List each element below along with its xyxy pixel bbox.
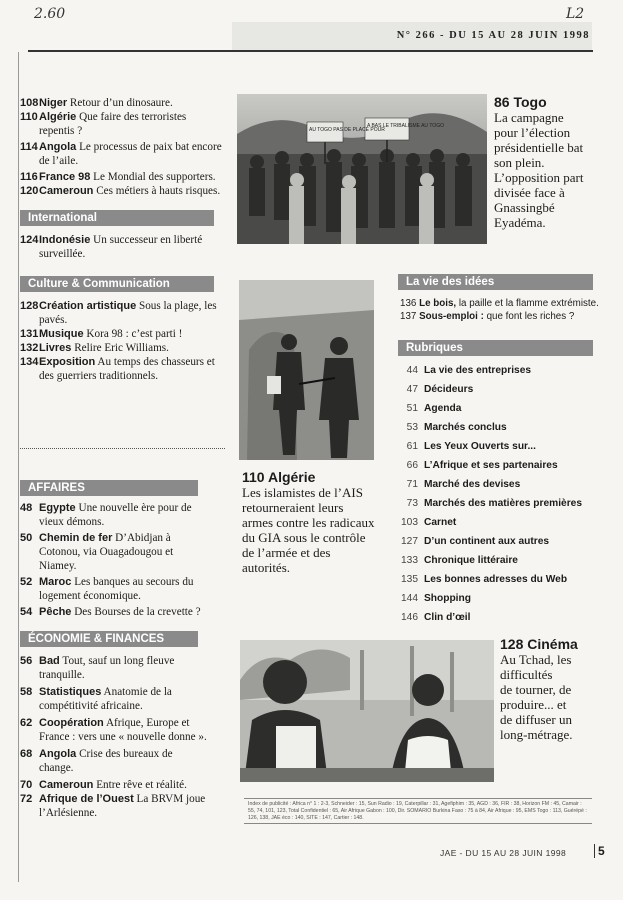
section-bar-vie-des-idees: La vie des idées bbox=[398, 274, 593, 290]
toc-item[interactable]: 120Cameroun Ces métiers à hauts risques. bbox=[20, 185, 221, 197]
toc-item[interactable]: 58 Statistiques Anatomie de la bbox=[20, 686, 172, 698]
rubrique-item[interactable]: 66 L’Afrique et ses partenaires bbox=[406, 460, 558, 471]
toc-item[interactable]: 136 Le bois, la paille et la flamme extrémiste. bbox=[400, 298, 599, 309]
placard-text-1: AU TOGO PAS DE PLACE POUR bbox=[309, 127, 385, 133]
algerie-caption-body: Les islamistes de l’AIS retourneraient leurs armes contre les radicaux du GIA sous le contrôle de l’armée et des autorités. bbox=[242, 485, 375, 575]
toc-item-continued: tranquille. bbox=[39, 669, 85, 681]
toc-culture-list bbox=[20, 299, 228, 383]
rubrique-item[interactable]: 135 Les bonnes adresses du Web bbox=[401, 574, 568, 585]
section-bar-affaires: AFFAIRES bbox=[20, 480, 198, 496]
toc-item[interactable]: 137 Sous-emploi : que font les riches ? bbox=[400, 311, 575, 322]
toc-item[interactable]: 110Algérie Que faire des terroristes bbox=[20, 111, 187, 123]
section-bar-rubriques: Rubriques bbox=[398, 340, 593, 356]
toc-item-continued: France : vers une « nouvelle donne ». bbox=[39, 731, 207, 743]
toc-item[interactable]: 54 Pêche Des Bourses de la crevette ? bbox=[20, 606, 201, 618]
rubrique-item[interactable]: 51 Agenda bbox=[406, 403, 462, 414]
rubrique-item[interactable]: 144 Shopping bbox=[401, 593, 471, 604]
toc-item[interactable]: 108Niger Retour d’un dinosaure. bbox=[20, 97, 173, 109]
toc-item[interactable]: 56 Bad Tout, sauf un long fleuve bbox=[20, 655, 175, 667]
toc-item-continued: des guerriers traditionnels. bbox=[39, 370, 158, 382]
toc-item[interactable]: 124Indonésie Un successeur en liberté bbox=[20, 234, 203, 246]
rubriques-list bbox=[396, 361, 596, 627]
algerie-caption-heading: 110 Algérie bbox=[242, 469, 316, 485]
toc-item-continued: Cotonou, via Ouagadougou et bbox=[39, 546, 174, 558]
rubrique-item[interactable]: 47 Décideurs bbox=[406, 384, 474, 395]
page-edge-rule bbox=[18, 52, 19, 882]
toc-affaires-list bbox=[20, 501, 228, 619]
section-bar-international: International bbox=[20, 210, 214, 226]
toc-item-continued: Niamey. bbox=[39, 560, 77, 572]
dotted-divider bbox=[20, 448, 225, 449]
toc-item-continued: de l’aile. bbox=[39, 155, 79, 167]
toc-item[interactable]: 70 Cameroun Entre rêve et réalité. bbox=[20, 779, 187, 791]
toc-item-continued: logement économique. bbox=[39, 590, 141, 602]
advertiser-index: Index de publicité : Africa n° 1 : 2-3, Schneider : 15, Sun Radio : 19, Caterpillar : 31, Agefiphim : 35, AGD : 36, FIR : 38, Horizon FM : 45, Camair : 55, 74, 101, 123, Total Confidentiel : 65, Air Afrique Gabon : 100, Dir. SOMARIO Burkina Faso : 75 à 84, Air Afrique : 95, EMS Togo : 113, Guérépé : 126, 138, JAE éco : 140, SITE : 147, Cartier : 148. bbox=[244, 798, 592, 824]
toc-item-continued: surveillée. bbox=[39, 248, 86, 260]
page-footer: JAE - DU 15 AU 28 JUIN 1998 bbox=[440, 848, 567, 858]
togo-rally-illustration bbox=[237, 94, 487, 244]
cinema-scene-illustration bbox=[240, 640, 494, 782]
section-bar-economie: ÉCONOMIE & FINANCES bbox=[20, 631, 198, 647]
toc-item-continued: repentis ? bbox=[39, 125, 83, 137]
toc-item[interactable]: 134Exposition Au temps des chasseurs et bbox=[20, 356, 215, 368]
toc-item[interactable]: 48 Egypte Une nouvelle ère pour de bbox=[20, 502, 192, 514]
toc-top-list bbox=[20, 96, 228, 198]
page-number: 5 bbox=[598, 844, 605, 858]
togo-caption-heading: 86 Togo bbox=[494, 94, 547, 110]
toc-item[interactable]: 68 Angola Crise des bureaux de bbox=[20, 748, 173, 760]
rubrique-item[interactable]: 44 La vie des entreprises bbox=[406, 365, 532, 376]
togo-caption-body: La campagne pour l’élection présidentielle bat son plein. L’opposition part divisée face à Gnassingbé Eyadéma. bbox=[494, 110, 584, 230]
rubrique-item[interactable]: 146 Clin d’œil bbox=[401, 612, 471, 623]
toc-item[interactable]: 116France 98 Le Mondial des supporters. bbox=[20, 171, 216, 183]
rubrique-item[interactable]: 71 Marché des devises bbox=[406, 479, 521, 490]
togo-caption[interactable] bbox=[494, 94, 604, 230]
rubrique-item[interactable]: 53 Marchés conclus bbox=[406, 422, 507, 433]
togo-rally-photo bbox=[237, 94, 487, 244]
placard-text-2: A BAS LE TRIBALISME AU TOGO bbox=[367, 123, 444, 129]
rubrique-item[interactable]: 103 Carnet bbox=[401, 517, 457, 528]
toc-item[interactable]: 50 Chemin de fer D’Abidjan à bbox=[20, 532, 171, 544]
algerie-fighters-illustration bbox=[239, 280, 374, 460]
cinema-caption-body: Au Tchad, les difficultés de tourner, de produire... et de diffuser un long-métrage. bbox=[500, 652, 573, 742]
toc-item[interactable]: 52 Maroc Les banques au secours du bbox=[20, 576, 194, 588]
footer-divider bbox=[594, 844, 595, 858]
section-bar-culture: Culture & Communication bbox=[20, 276, 214, 292]
vie-des-idees-list bbox=[400, 297, 600, 323]
handwritten-note-right: L2 bbox=[566, 6, 585, 22]
handwritten-note-left: 2.60 bbox=[34, 6, 66, 22]
toc-item[interactable]: 114Angola Le processus de paix bat encore bbox=[20, 141, 222, 153]
algerie-caption[interactable] bbox=[242, 469, 390, 575]
cinema-caption[interactable] bbox=[500, 636, 604, 742]
rubrique-item[interactable]: 61 Les Yeux Ouverts sur... bbox=[406, 441, 536, 452]
toc-item[interactable]: 128Création artistique Sous la plage, les bbox=[20, 300, 217, 312]
toc-item-continued: pavés. bbox=[39, 314, 68, 326]
cinema-photo bbox=[240, 640, 494, 782]
toc-item[interactable]: 132Livres Relire Eric Williams. bbox=[20, 342, 169, 354]
toc-item-continued: vieux démons. bbox=[39, 516, 105, 528]
cinema-caption-heading: 128 Cinéma bbox=[500, 636, 578, 652]
toc-item[interactable]: 131Musique Kora 98 : c’est parti ! bbox=[20, 328, 183, 340]
toc-economie-list bbox=[20, 654, 228, 820]
rubrique-item[interactable]: 133 Chronique littéraire bbox=[401, 555, 518, 566]
rubrique-item[interactable]: 73 Marchés des matières premières bbox=[406, 498, 582, 509]
issue-header: N° 266 - DU 15 AU 28 JUIN 1998 bbox=[396, 30, 590, 41]
toc-item[interactable]: 62 Coopération Afrique, Europe et bbox=[20, 717, 190, 729]
toc-item[interactable]: 72 Afrique de l’Ouest La BRVM joue bbox=[20, 793, 206, 805]
toc-item-continued: l’Arlésienne. bbox=[39, 807, 98, 819]
toc-international-list bbox=[20, 233, 228, 261]
toc-item-continued: change. bbox=[39, 762, 74, 774]
toc-item-continued: compétitivité africaine. bbox=[39, 700, 143, 712]
header-rule bbox=[28, 50, 593, 52]
rubrique-item[interactable]: 127 D’un continent aux autres bbox=[401, 536, 550, 547]
algerie-photo bbox=[239, 280, 374, 460]
